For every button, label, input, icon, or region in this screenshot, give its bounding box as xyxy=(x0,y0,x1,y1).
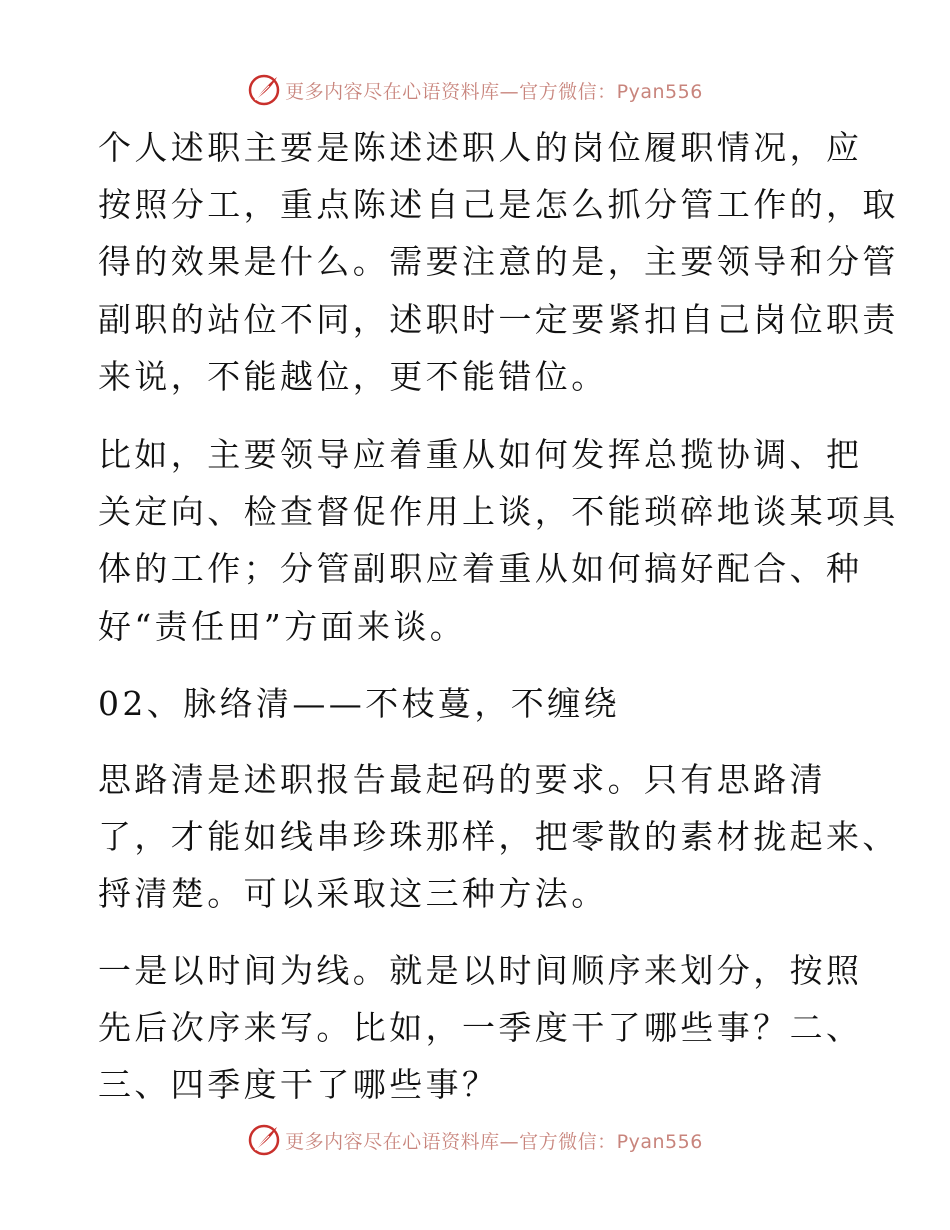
watermark-text: 更多内容尽在心语资料库—官方微信：Pyan556 xyxy=(285,1130,703,1153)
paragraph-2-line-1: 比如，主要领导应着重从如何发挥总揽协调、把 xyxy=(98,435,863,474)
paragraph-1-line-5: 来说，不能越位，更不能错位。 xyxy=(98,357,608,396)
paragraph-2-line-4: 好“责任田”方面来谈。 xyxy=(98,607,467,646)
paragraph-3-line-1: 思路清是述职报告最起码的要求。只有思路清 xyxy=(98,760,826,799)
paragraph-1-line-3: 得的效果是什么。需要注意的是，主要领导和分管 xyxy=(98,242,899,281)
paragraph-3-line-3: 捋清楚。可以采取这三种方法。 xyxy=(98,874,608,913)
paragraph-2-line-3: 体的工作；分管副职应着重从如何搞好配合、种 xyxy=(98,549,863,588)
paragraph-1-line-1: 个人述职主要是陈述述职人的岗位履职情况，应 xyxy=(98,128,863,167)
paragraph-1-line-4: 副职的站位不同，述职时一定要紧扣自己岗位职责 xyxy=(98,300,899,339)
section-heading-02: 02、脉络清——不枝蔓，不缠绕 xyxy=(98,684,620,723)
paragraph-1-line-2: 按照分工，重点陈述自己是怎么抓分管工作的，取 xyxy=(98,185,899,224)
watermark-text: 更多内容尽在心语资料库—官方微信：Pyan556 xyxy=(285,80,703,103)
feather-pen-logo-icon xyxy=(247,73,281,107)
paragraph-4-line-1: 一是以时间为线。就是以时间顺序来划分，按照 xyxy=(98,951,863,990)
paragraph-4-line-2: 先后次序来写。比如，一季度干了哪些事？二、 xyxy=(98,1008,863,1047)
watermark-header xyxy=(0,70,950,110)
watermark-footer xyxy=(0,1120,950,1160)
paragraph-3-line-2: 了，才能如线串珍珠那样，把零散的素材拢起来、 xyxy=(98,817,899,856)
feather-pen-logo-icon xyxy=(247,1123,281,1157)
paragraph-2-line-2: 关定向、检查督促作用上谈，不能琐碎地谈某项具 xyxy=(98,492,899,531)
paragraph-4-line-3: 三、四季度干了哪些事？ xyxy=(98,1065,499,1104)
